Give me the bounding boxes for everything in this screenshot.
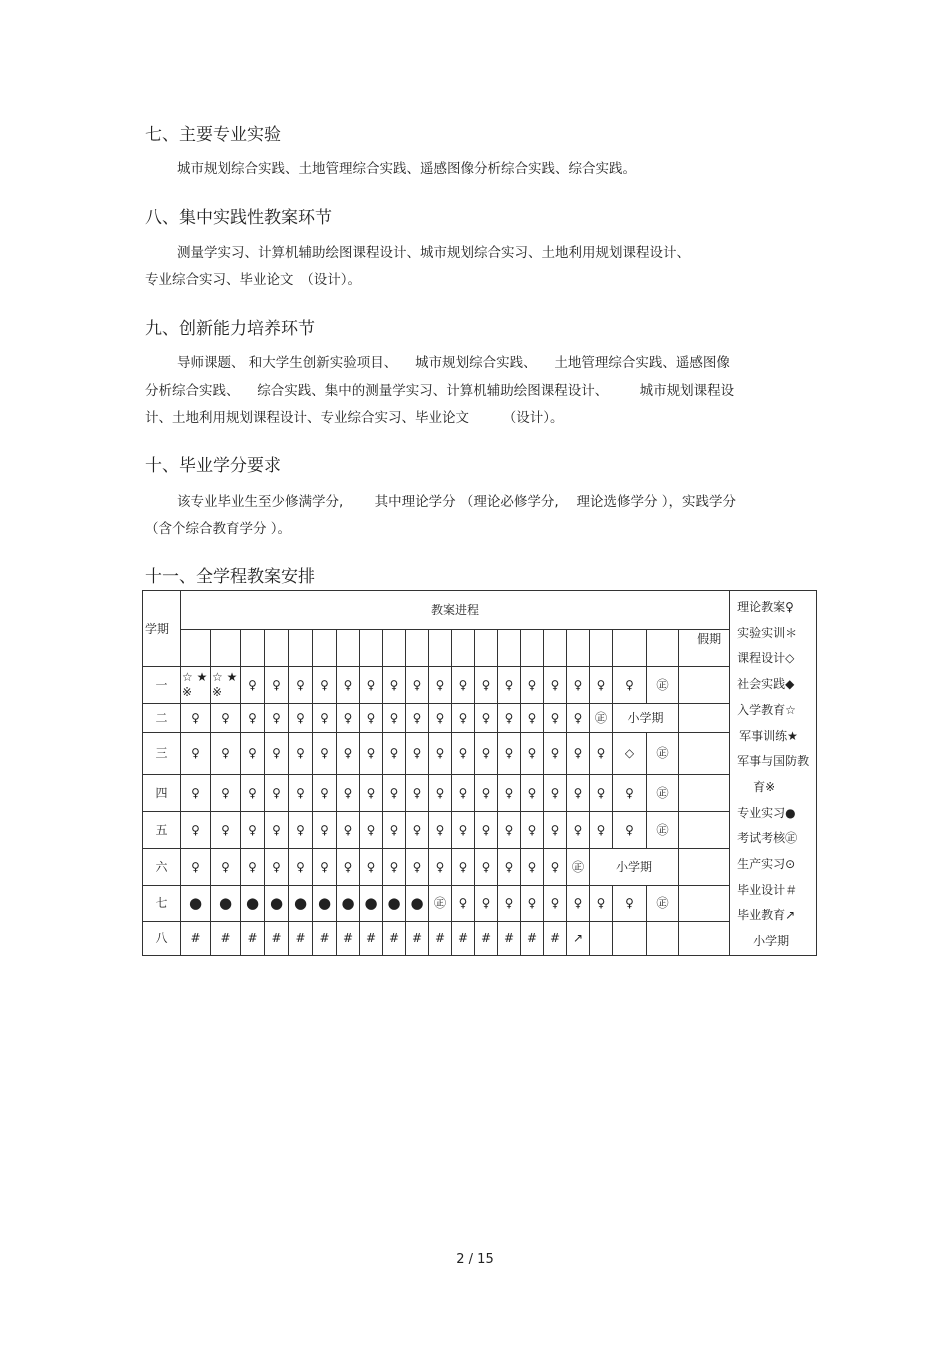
term-label: 五 — [143, 811, 181, 848]
legend-item: 毕业教育↗ — [737, 908, 796, 923]
schedule-cell: ♀ — [567, 732, 590, 774]
schedule-cell: ♀ — [337, 774, 360, 811]
legend-item: 社会实践◆ — [737, 677, 795, 692]
schedule-cell: # — [406, 921, 429, 955]
schedule-cell: ♀ — [567, 667, 590, 704]
schedule-cell: ● — [360, 885, 383, 921]
schedule-cell: ● — [181, 885, 211, 921]
short-term-cell: 小学期 — [590, 848, 679, 885]
schedule-cell — [647, 921, 679, 955]
legend-item: 理论教案♀ — [737, 600, 794, 614]
week-cell — [567, 630, 590, 667]
section-9-line-2: 分析综合实践、 综合实践、集中的测量学实习、计算机辅助绘图课程设计、 城市规划课程设 — [145, 383, 735, 399]
schedule-row — [143, 704, 817, 733]
schedule-cell: ♀ — [360, 774, 383, 811]
week-cell — [498, 630, 521, 667]
section-9-line-3: 计、土地利用规划课程设计、专业综合实习、毕业论文 （设计）。 — [145, 410, 564, 426]
schedule-cell: ㊣ — [567, 848, 590, 885]
week-cell — [211, 630, 241, 667]
schedule-cell: ♀ — [265, 667, 289, 704]
schedule-cell: ♀ — [521, 704, 544, 733]
schedule-cell: ♀ — [613, 667, 647, 704]
schedule-cell: # — [241, 921, 265, 955]
schedule-cell: ● — [406, 885, 429, 921]
schedule-cell: ♀ — [452, 704, 475, 733]
schedule-row — [143, 732, 817, 774]
schedule-cell: ♀ — [211, 732, 241, 774]
schedule-cell: ㊣ — [647, 811, 679, 848]
section-10-line-1: 该专业毕业生至少修满学分, 其中理论学分 （理论必修学分, 理论选修学分 ），实践学分 — [177, 494, 736, 510]
week-cell — [590, 630, 613, 667]
schedule-cell: # — [544, 921, 567, 955]
schedule-cell: ♀ — [406, 811, 429, 848]
schedule-cell: ♀ — [289, 667, 313, 704]
schedule-cell: ♀ — [337, 704, 360, 733]
schedule-cell: ♀ — [544, 667, 567, 704]
schedule-cell: ♀ — [265, 732, 289, 774]
schedule-cell: ♀ — [313, 774, 337, 811]
schedule-row — [143, 811, 817, 848]
schedule-cell: ● — [211, 885, 241, 921]
week-cell — [265, 630, 289, 667]
schedule-cell — [679, 667, 730, 704]
schedule-cell: # — [383, 921, 406, 955]
schedule-cell: ♀ — [241, 667, 265, 704]
schedule-cell: ♀ — [265, 704, 289, 733]
schedule-cell: ♀ — [406, 848, 429, 885]
term-label: 二 — [143, 704, 181, 733]
schedule-cell: ♀ — [613, 811, 647, 848]
schedule-cell: ♀ — [211, 848, 241, 885]
schedule-cell: ♀ — [475, 774, 498, 811]
legend-item: 专业实习● — [737, 805, 796, 820]
schedule-cell: ♀ — [429, 848, 452, 885]
schedule-cell: ♀ — [521, 774, 544, 811]
schedule-cell: ♀ — [181, 704, 211, 733]
schedule-cell: ♀ — [313, 704, 337, 733]
schedule-cell: ♀ — [475, 704, 498, 733]
schedule-cell: ♀ — [406, 704, 429, 733]
schedule-cell: ♀ — [498, 848, 521, 885]
schedule-cell: # — [475, 921, 498, 955]
schedule-cell: ↗ — [567, 921, 590, 955]
schedule-cell: ♀ — [265, 774, 289, 811]
vacation-cell — [679, 704, 730, 733]
schedule-cell: ㊣ — [429, 885, 452, 921]
schedule-cell — [679, 811, 730, 848]
term-label: 八 — [143, 921, 181, 955]
schedule-cell: ♀ — [544, 848, 567, 885]
schedule-cell: ㊣ — [647, 774, 679, 811]
schedule-cell: ♀ — [211, 704, 241, 733]
schedule-cell: ♀ — [475, 732, 498, 774]
week-cell — [337, 630, 360, 667]
schedule-cell: ♀ — [241, 774, 265, 811]
schedule-cell: ♀ — [498, 811, 521, 848]
schedule-cell: ♀ — [181, 848, 211, 885]
legend-item: 育※ — [753, 779, 776, 794]
schedule-cell: ♀ — [452, 848, 475, 885]
schedule-cell: ♀ — [289, 774, 313, 811]
schedule-cell: ♀ — [544, 811, 567, 848]
term-label: 四 — [143, 774, 181, 811]
schedule-cell: ♀ — [429, 811, 452, 848]
schedule-cell: ♀ — [313, 667, 337, 704]
schedule-cell: ☆ ★※ — [211, 667, 241, 704]
schedule-cell: ♀ — [406, 667, 429, 704]
schedule-cell: ♀ — [406, 732, 429, 774]
schedule-cell: ♀ — [360, 811, 383, 848]
schedule-cell: ♀ — [181, 774, 211, 811]
schedule-cell: # — [452, 921, 475, 955]
schedule-cell: ◇ — [613, 732, 647, 774]
schedule-cell: ♀ — [475, 885, 498, 921]
schedule-cell: ♀ — [289, 732, 313, 774]
week-cell — [241, 630, 265, 667]
schedule-cell: ♀ — [181, 732, 211, 774]
schedule-cell — [613, 921, 647, 955]
schedule-row — [143, 667, 817, 704]
schedule-cell: ♀ — [521, 848, 544, 885]
schedule-cell: ♀ — [383, 848, 406, 885]
schedule-cell: ♀ — [429, 704, 452, 733]
schedule-cell: ♀ — [590, 774, 613, 811]
legend-item: 军事训练★ — [739, 728, 798, 743]
week-cell — [429, 630, 452, 667]
schedule-cell: ♀ — [613, 885, 647, 921]
schedule-cell: ♀ — [590, 667, 613, 704]
week-cell — [289, 630, 313, 667]
schedule-cell: ♀ — [567, 704, 590, 733]
schedule-cell: ● — [241, 885, 265, 921]
schedule-cell: ♀ — [313, 848, 337, 885]
schedule-cell: ♀ — [289, 848, 313, 885]
week-cell — [313, 630, 337, 667]
term-label: 七 — [143, 885, 181, 921]
schedule-cell: ♀ — [289, 811, 313, 848]
schedule-cell: ● — [313, 885, 337, 921]
schedule-cell: # — [521, 921, 544, 955]
schedule-cell — [679, 732, 730, 774]
schedule-cell: ♀ — [521, 811, 544, 848]
schedule-cell: ☆ ★※ — [181, 667, 211, 704]
schedule-cell: ♀ — [544, 704, 567, 733]
schedule-cell: ♀ — [544, 732, 567, 774]
section-8-title: 八、集中实践性教案环节 — [145, 208, 332, 228]
section-7-paragraph: 城市规划综合实践、土地管理综合实践、遥感图像分析综合实践、综合实践。 — [177, 161, 636, 177]
week-cell — [521, 630, 544, 667]
schedule-cell: ♀ — [337, 811, 360, 848]
schedule-cell: ♀ — [241, 704, 265, 733]
schedule-cell: # — [211, 921, 241, 955]
schedule-row — [143, 848, 817, 885]
schedule-cell: ♀ — [337, 848, 360, 885]
schedule-cell: # — [289, 921, 313, 955]
schedule-cell: ㊣ — [647, 885, 679, 921]
schedule-cell: ♀ — [337, 667, 360, 704]
schedule-cell: ♀ — [498, 732, 521, 774]
schedule-cell: ♀ — [567, 774, 590, 811]
legend-item: 生产实习⊙ — [737, 857, 796, 872]
schedule-cell: ♀ — [383, 732, 406, 774]
schedule-cell: ♀ — [544, 885, 567, 921]
legend-item: 军事与国防教 — [737, 754, 810, 769]
week-cell — [475, 630, 498, 667]
schedule-cell: ♀ — [429, 667, 452, 704]
schedule-table — [142, 590, 817, 956]
week-cell — [360, 630, 383, 667]
vacation-cell — [679, 848, 730, 885]
legend-item: 毕业设计＃ — [737, 882, 798, 897]
schedule-cell: ♀ — [452, 667, 475, 704]
schedule-cell: ♀ — [383, 704, 406, 733]
schedule-cell: ♀ — [521, 885, 544, 921]
schedule-cell: ♀ — [475, 811, 498, 848]
schedule-cell: ♀ — [406, 774, 429, 811]
page-number: 2 / 15 — [456, 1252, 494, 1267]
schedule-cell: ♀ — [241, 848, 265, 885]
schedule-cell: ♀ — [211, 811, 241, 848]
schedule-cell: ♀ — [452, 885, 475, 921]
schedule-cell: ♀ — [241, 811, 265, 848]
schedule-cell: ♀ — [475, 667, 498, 704]
schedule-cell: ♀ — [498, 704, 521, 733]
section-8-line-2: 专业综合实习、毕业论文 （设计）。 — [145, 272, 361, 288]
schedule-cell: ● — [265, 885, 289, 921]
schedule-cell: ♀ — [360, 667, 383, 704]
term-label: 三 — [143, 732, 181, 774]
schedule-cell: ♀ — [452, 774, 475, 811]
legend-item: 考试考核㊣ — [737, 831, 798, 846]
legend-item: 课程设计◇ — [737, 651, 795, 666]
schedule-cell: ♀ — [289, 704, 313, 733]
schedule-cell: ♀ — [590, 732, 613, 774]
legend-item: 小学期 — [753, 934, 790, 949]
vacation-header: 假期 — [679, 630, 730, 667]
section-7-title: 七、主要专业实验 — [145, 125, 281, 145]
week-cell — [544, 630, 567, 667]
week-cell — [647, 630, 679, 667]
schedule-cell — [590, 921, 613, 955]
schedule-cell: ♀ — [567, 811, 590, 848]
schedule-cell: ♀ — [613, 774, 647, 811]
schedule-cell: ♀ — [475, 848, 498, 885]
schedule-cell: ● — [383, 885, 406, 921]
schedule-cell: ♀ — [383, 811, 406, 848]
schedule-cell: # — [498, 921, 521, 955]
schedule-cell: ♀ — [337, 732, 360, 774]
term-label: 一 — [143, 667, 181, 704]
schedule-cell: ♀ — [211, 774, 241, 811]
legend-item: 入学教育☆ — [737, 702, 796, 717]
week-cell — [452, 630, 475, 667]
schedule-cell: ♀ — [313, 811, 337, 848]
week-cell — [613, 630, 647, 667]
section-9-line-1: 导师课题、 和大学生创新实验项目、 城市规划综合实践、 土地管理综合实践、遥感图像 — [177, 355, 730, 371]
schedule-row — [143, 885, 817, 921]
schedule-cell — [679, 885, 730, 921]
schedule-cell: ♀ — [452, 732, 475, 774]
progress-header: 教案进程 — [181, 591, 730, 630]
schedule-cell: ♀ — [313, 732, 337, 774]
schedule-cell: ♀ — [544, 774, 567, 811]
schedule-cell: ● — [289, 885, 313, 921]
section-9-title: 九、创新能力培养环节 — [145, 319, 315, 339]
schedule-cell: # — [337, 921, 360, 955]
term-header: 学期 — [143, 591, 181, 667]
schedule-cell: ♀ — [383, 667, 406, 704]
schedule-cell: # — [181, 921, 211, 955]
schedule-cell: ㊣ — [590, 704, 613, 733]
section-11-title: 十一、全学程教案安排 — [145, 567, 315, 587]
schedule-cell: ♀ — [452, 811, 475, 848]
legend-cell — [730, 591, 817, 956]
schedule-cell — [679, 774, 730, 811]
schedule-cell: ♀ — [590, 885, 613, 921]
schedule-cell: # — [360, 921, 383, 955]
week-cell — [181, 630, 211, 667]
schedule-cell: ♀ — [429, 774, 452, 811]
schedule-cell: ♀ — [498, 774, 521, 811]
schedule-row — [143, 774, 817, 811]
week-cell — [406, 630, 429, 667]
legend-item: 实验实训＊ — [737, 625, 798, 640]
section-10-title: 十、毕业学分要求 — [145, 456, 281, 476]
schedule-row — [143, 921, 817, 955]
schedule-cell: ♀ — [265, 848, 289, 885]
term-label: 六 — [143, 848, 181, 885]
section-8-line-1: 测量学实习、计算机辅助绘图课程设计、城市规划综合实习、土地利用规划课程设计、 — [177, 245, 690, 261]
schedule-cell: # — [429, 921, 452, 955]
schedule-cell: ♀ — [521, 732, 544, 774]
schedule-cell: ♀ — [360, 848, 383, 885]
schedule-cell: ♀ — [590, 811, 613, 848]
schedule-cell: ㊣ — [647, 667, 679, 704]
schedule-cell: ♀ — [360, 704, 383, 733]
schedule-cell: ♀ — [265, 811, 289, 848]
short-term-cell: 小学期 — [613, 704, 679, 733]
schedule-cell: ㊣ — [647, 732, 679, 774]
schedule-cell: ♀ — [383, 774, 406, 811]
schedule-cell: ● — [337, 885, 360, 921]
schedule-cell: ♀ — [429, 732, 452, 774]
schedule-cell: ♀ — [360, 732, 383, 774]
schedule-cell: # — [265, 921, 289, 955]
week-cell — [383, 630, 406, 667]
schedule-cell: ♀ — [498, 667, 521, 704]
section-10-line-2: （含个综合教育学分 ）。 — [145, 521, 292, 537]
schedule-cell: ♀ — [567, 885, 590, 921]
schedule-cell: ♀ — [181, 811, 211, 848]
schedule-cell: ♀ — [241, 732, 265, 774]
schedule-cell: # — [313, 921, 337, 955]
schedule-cell: ♀ — [498, 885, 521, 921]
schedule-cell: ♀ — [521, 667, 544, 704]
schedule-cell — [679, 921, 730, 955]
